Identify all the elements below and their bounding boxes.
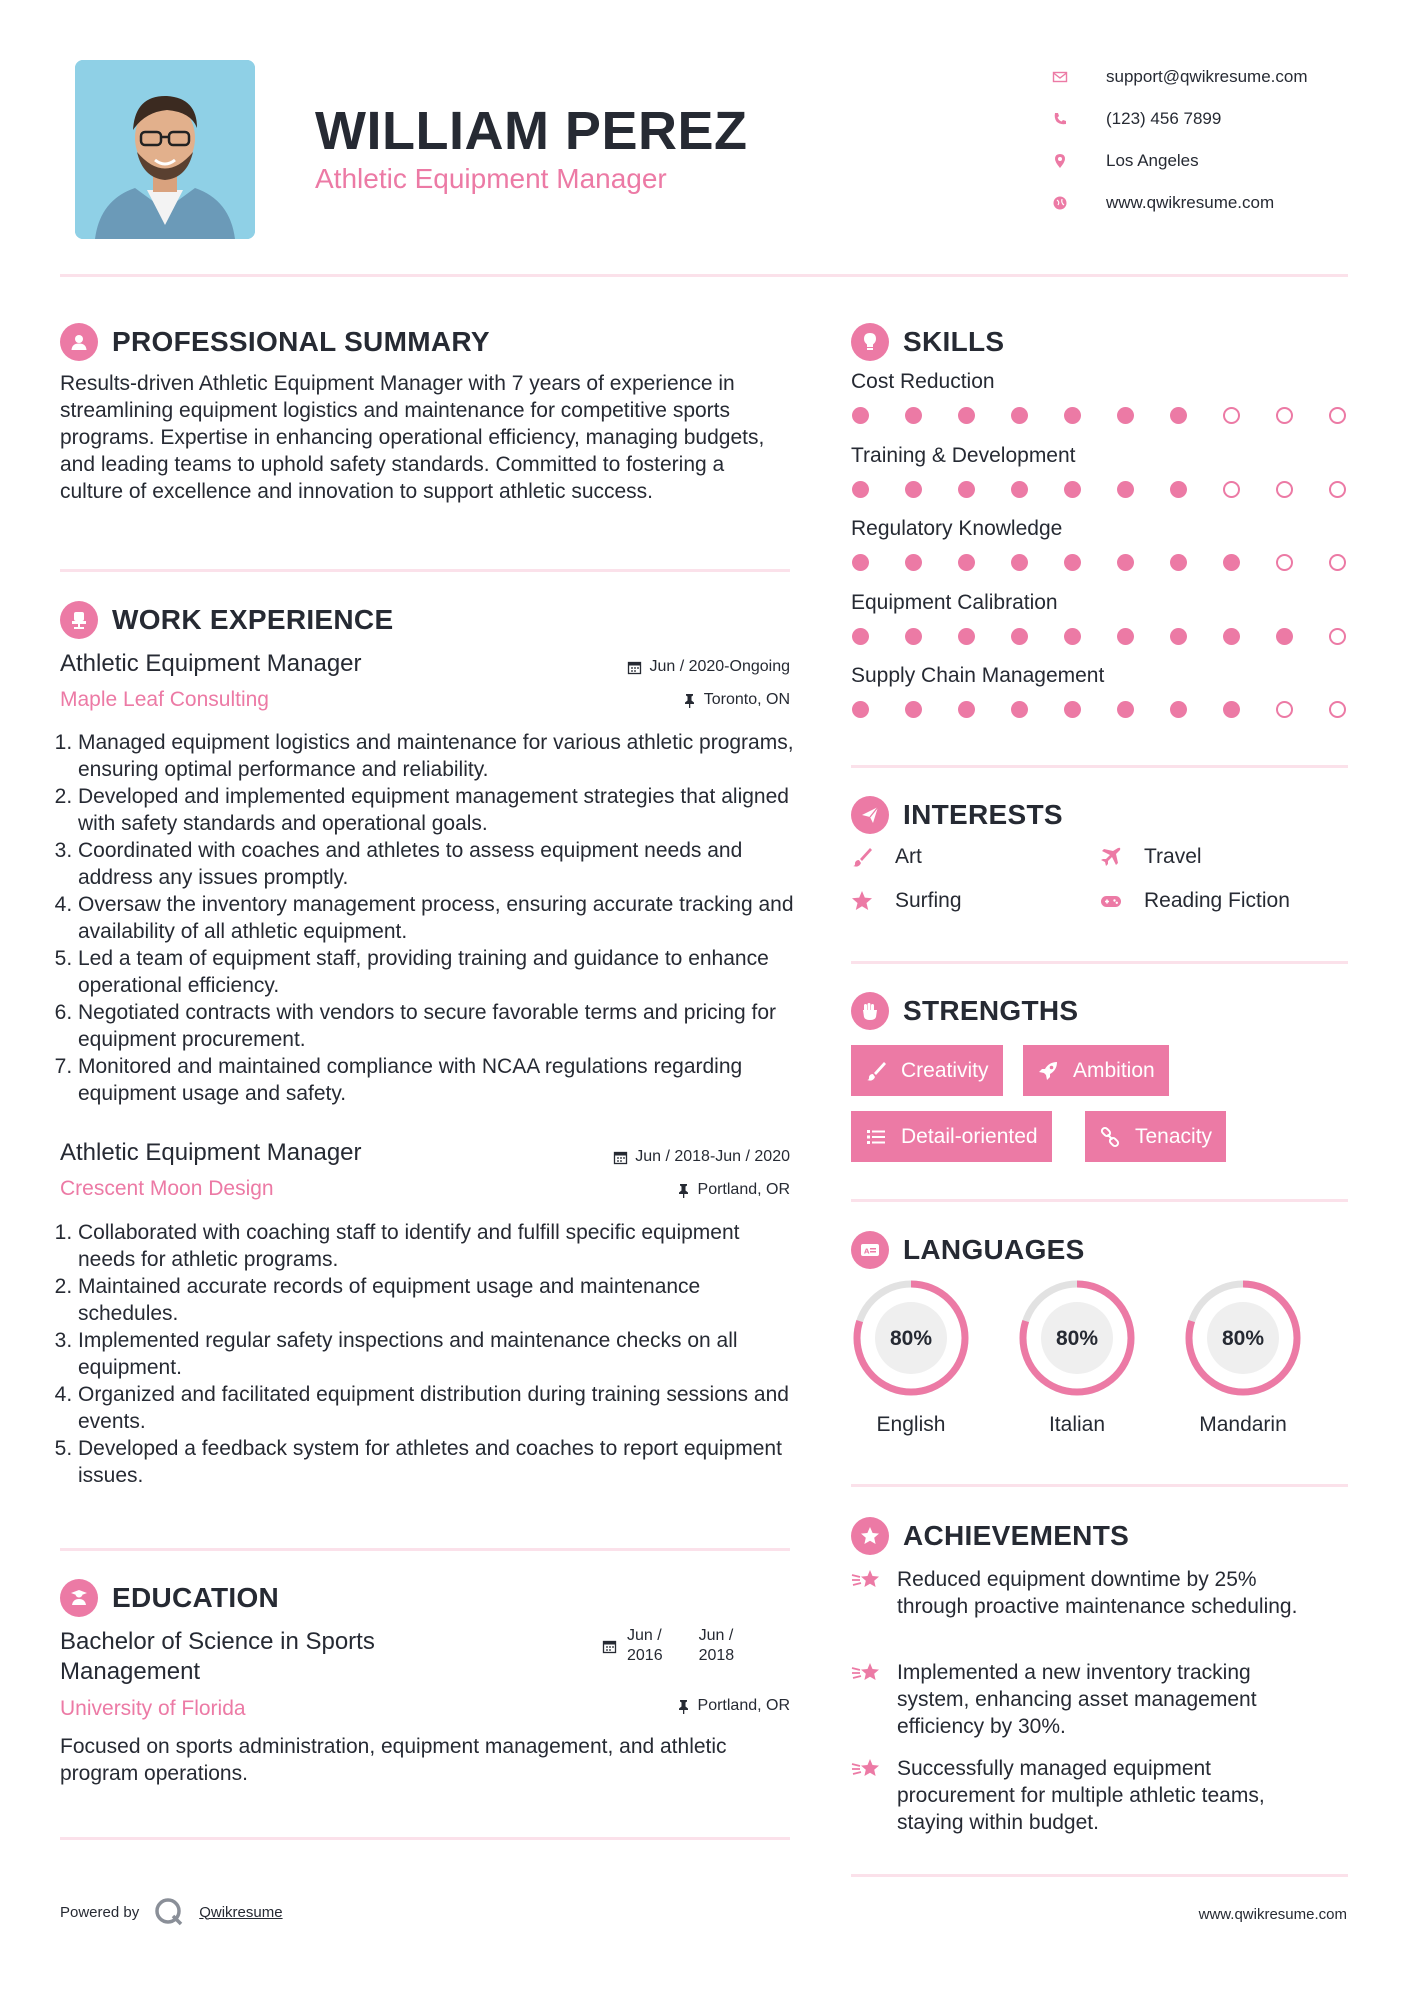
footer-powered-by [60, 1896, 283, 1928]
achievement-1 [851, 1566, 1327, 1620]
skill-dot-filled [958, 481, 975, 498]
skill-dot-filled [1170, 481, 1187, 498]
language-name: Mandarin [1199, 1413, 1287, 1436]
job-1-title: Athletic Equipment Manager [60, 650, 362, 677]
contact-phone-text: (123) 456 7899 [1106, 109, 1222, 128]
skill-dot-filled [905, 554, 922, 571]
skill-dot-filled [958, 407, 975, 424]
lightbulb-icon [851, 323, 889, 361]
achievements-heading [851, 1517, 1129, 1555]
achievement-3-text: Successfully managed equipment procurement for multiple athletic teams, staying within budget. [897, 1757, 1265, 1834]
language-ring [850, 1277, 972, 1399]
job-2-bullets [60, 1219, 794, 1489]
interest-surfing-label: Surfing [895, 889, 962, 912]
achievement-1-text: Reduced equipment downtime by 25% through proactive maintenance scheduling. [897, 1568, 1298, 1618]
skill-dot-empty [1329, 554, 1346, 571]
job-2-dates [500, 1148, 790, 1166]
candidate-name: WILLIAM PEREZ [315, 101, 748, 161]
strength-tenacity-label: Tenacity [1135, 1124, 1213, 1148]
skill-dot-filled [1011, 554, 1028, 571]
education-degree-line2: Management [60, 1658, 201, 1685]
skills-heading [851, 323, 1004, 361]
shooting-star-icon [851, 1566, 883, 1620]
skill-dot-filled [1011, 481, 1028, 498]
skill-dot-empty [1329, 628, 1346, 645]
skill-dot-filled [1117, 407, 1134, 424]
gamepad-icon [1100, 890, 1122, 912]
strengths-heading [851, 992, 1078, 1030]
interest-reading-label: Reading Fiction [1144, 889, 1290, 912]
contact-list [1050, 56, 1370, 224]
interest-travel-label: Travel [1144, 845, 1202, 868]
skill-dot-filled [852, 481, 869, 498]
strength-ambition [1023, 1045, 1169, 1096]
education-heading [60, 1579, 279, 1617]
contact-email-text: support@qwikresume.com [1106, 67, 1308, 86]
skills-heading-text: SKILLS [903, 326, 1005, 357]
skill-dot-filled [1223, 628, 1240, 645]
language-item [1016, 1277, 1138, 1437]
calendar-icon [627, 660, 642, 675]
education-school: University of Florida [60, 1697, 246, 1720]
skill-dot-empty [1276, 701, 1293, 718]
skill-dot-filled [905, 481, 922, 498]
pushpin-icon [676, 1183, 691, 1198]
skill-dot-filled [1117, 701, 1134, 718]
qwikresume-link[interactable]: Qwikresume [199, 1903, 283, 1921]
interests-divider [851, 961, 1348, 964]
skill-dot-filled [1170, 407, 1187, 424]
graduation-icon [60, 1579, 98, 1617]
strengths-divider [851, 1199, 1348, 1202]
strength-tenacity [1085, 1111, 1226, 1162]
skill-dot-empty [1276, 481, 1293, 498]
skill-dot-filled [1223, 554, 1240, 571]
skills-divider [851, 765, 1348, 768]
interest-reading [1100, 889, 1290, 913]
interest-travel [1100, 845, 1202, 869]
skill-dot-empty [1223, 481, 1240, 498]
achievements-heading-text: ACHIEVEMENTS [903, 1520, 1130, 1551]
profile-photo [75, 60, 255, 239]
languages-heading [851, 1231, 1085, 1269]
pushpin-icon [682, 693, 697, 708]
list-item: 2. Developed and implemented equipment management strategies that aligned with safety standards and operational goals. [78, 783, 794, 837]
skill-dot-filled [905, 701, 922, 718]
plane-icon [1100, 846, 1122, 868]
education-start-month: Jun / [627, 1627, 662, 1644]
skill-dot-filled [1064, 481, 1081, 498]
list-item: 6. Negotiated contracts with vendors to secure favorable terms and pricing for equipment procurement. [78, 999, 794, 1053]
list-item: 3. Implemented regular safety inspections and maintenance checks on all equipment. [78, 1327, 794, 1381]
job-1-location-text: Toronto, ON [703, 691, 790, 708]
language-name: English [876, 1413, 946, 1436]
strength-detail-oriented-label: Detail-oriented [901, 1124, 1038, 1148]
skill-dot-filled [905, 628, 922, 645]
skill-dot-filled [1011, 701, 1028, 718]
skill-dot-filled [852, 628, 869, 645]
languages-divider [851, 1484, 1348, 1487]
skill-dot-filled [1117, 628, 1134, 645]
education-description: Focused on sports administration, equipment management, and athletic program operations. [60, 1735, 727, 1785]
skill-dot-filled [1064, 554, 1081, 571]
skill-dot-filled [1117, 554, 1134, 571]
interest-art-label: Art [895, 845, 922, 868]
education-start-year: 2016 [627, 1647, 663, 1664]
skill-dot-filled [958, 628, 975, 645]
skill-dot-filled [1223, 701, 1240, 718]
strength-creativity [851, 1045, 1003, 1096]
user-icon [60, 323, 98, 361]
skill-dot-empty [1223, 407, 1240, 424]
skill-dot-filled [852, 701, 869, 718]
skill-name: Cost Reduction [851, 370, 995, 393]
skill-dot-filled [1170, 628, 1187, 645]
contact-phone[interactable] [1050, 98, 1370, 140]
skill-dot-filled [1117, 481, 1134, 498]
achievement-3 [851, 1755, 1327, 1836]
strength-ambition-label: Ambition [1073, 1058, 1155, 1082]
contact-email[interactable] [1050, 56, 1370, 98]
experience-divider [60, 1548, 790, 1551]
experience-heading-text: WORK EXPERIENCE [112, 604, 394, 635]
job-1-company: Maple Leaf Consulting [60, 688, 269, 711]
list-item: 4. Oversaw the inventory management process, ensuring accurate tracking and availability of all athletic equipment. [78, 891, 794, 945]
education-dates [602, 1626, 734, 1666]
list-item: 4. Organized and facilitated equipment distribution during training sessions and events. [78, 1381, 794, 1435]
shooting-star-icon [851, 1659, 883, 1740]
skill-dot-filled [1276, 628, 1293, 645]
strengths-heading-text: STRENGTHS [903, 995, 1079, 1026]
job-1-dates-text: Jun / 2020-Ongoing [649, 658, 790, 675]
paper-plane-icon [851, 796, 889, 834]
skill-dot-filled [1064, 407, 1081, 424]
skill-dot-filled [1011, 407, 1028, 424]
star-icon [851, 890, 873, 912]
language-percent: 80% [1055, 1327, 1099, 1350]
skill-dot-filled [958, 554, 975, 571]
skill-name: Training & Development [851, 443, 1076, 467]
envelope-icon [1050, 67, 1070, 87]
header-divider [60, 274, 1348, 277]
skill-dot-empty [1329, 407, 1346, 424]
achievement-2-text: Implemented a new inventory tracking system, enhancing asset management efficiency by 30%. [897, 1661, 1257, 1738]
skill-rating [852, 701, 1346, 718]
education-divider [60, 1837, 790, 1840]
contact-location-text: Los Angeles [1106, 151, 1199, 170]
skill-dot-empty [1276, 407, 1293, 424]
language-percent: 80% [889, 1327, 933, 1350]
contact-location [1050, 140, 1370, 182]
list-icon [865, 1126, 887, 1148]
job-1-location [500, 691, 790, 709]
skill-dot-filled [852, 554, 869, 571]
powered-by-text: Powered by [60, 1903, 140, 1921]
skill-dot-filled [1064, 628, 1081, 645]
education-location [500, 1697, 790, 1715]
language-card-icon [851, 1231, 889, 1269]
job-2-dates-text: Jun / 2018-Jun / 2020 [635, 1148, 790, 1165]
footer-website[interactable]: www.qwikresume.com [1198, 1906, 1347, 1923]
language-ring [1016, 1277, 1138, 1399]
language-percent: 80% [1221, 1327, 1265, 1350]
pushpin-icon [676, 1699, 691, 1714]
interest-art [851, 845, 922, 869]
list-item: 1. Collaborated with coaching staff to identify and fulfill specific equipment needs for athletic programs. [78, 1219, 794, 1273]
skill-rating [852, 481, 1346, 498]
skill-name: Equipment Calibration [851, 590, 1058, 614]
experience-heading [60, 601, 393, 639]
language-item [1182, 1277, 1304, 1437]
chair-icon [60, 601, 98, 639]
link-icon [1099, 1126, 1121, 1148]
summary-text: Results-driven Athletic Equipment Manager with 7 years of experience in streamlining equipment logistics and maintenance for competitive sports programs. Expertise in enhancing operational efficiency, managing budgets, and leading teams to uphold safety standards. Committed to fostering a culture of excellence and innovation to support athletic success. [60, 372, 765, 503]
summary-heading-text: PROFESSIONAL SUMMARY [112, 326, 490, 357]
language-ring [1182, 1277, 1304, 1399]
languages-heading-text: LANGUAGES [903, 1234, 1085, 1265]
list-item: 2. Maintained accurate records of equipment usage and maintenance schedules. [78, 1273, 794, 1327]
education-end-month: Jun / [698, 1627, 734, 1644]
skill-dot-filled [1064, 701, 1081, 718]
summary-divider [60, 569, 790, 572]
job-1-dates [500, 658, 790, 676]
phone-icon [1050, 109, 1070, 129]
language-item [850, 1277, 972, 1437]
skill-dot-filled [1011, 628, 1028, 645]
skill-rating [852, 628, 1346, 645]
strength-creativity-label: Creativity [901, 1058, 989, 1082]
star-badge-icon [851, 1517, 889, 1555]
list-item: 1. Managed equipment logistics and maintenance for various athletic programs, ensuring optimal performance and reliability. [78, 729, 794, 783]
candidate-title: Athletic Equipment Manager [315, 163, 667, 194]
skill-dot-filled [1170, 554, 1187, 571]
calendar-icon [613, 1150, 628, 1165]
interests-heading [851, 796, 1063, 834]
achievement-2 [851, 1659, 1327, 1740]
skill-name: Regulatory Knowledge [851, 517, 1063, 540]
education-degree-line1: Bachelor of Science in Sports [60, 1628, 375, 1655]
interests-heading-text: INTERESTS [903, 799, 1063, 830]
skill-dot-empty [1329, 701, 1346, 718]
summary-heading [60, 323, 490, 361]
contact-website-text: www.qwikresume.com [1106, 193, 1275, 212]
rocket-icon [1037, 1060, 1059, 1082]
map-pin-icon [1050, 151, 1070, 171]
interest-surfing [851, 889, 962, 913]
job-2-location [500, 1181, 790, 1199]
skill-name: Supply Chain Management [851, 664, 1105, 687]
job-1-bullets [60, 729, 794, 1107]
person-portrait-icon [75, 60, 255, 239]
job-2-location-text: Portland, OR [697, 1181, 790, 1198]
skill-dot-empty [1276, 554, 1293, 571]
achievements-divider [851, 1874, 1348, 1877]
education-start [627, 1626, 663, 1666]
education-location-text: Portland, OR [697, 1697, 790, 1714]
education-end-year: 2018 [698, 1647, 735, 1664]
strength-detail-oriented [851, 1111, 1052, 1162]
skill-dot-empty [1329, 481, 1346, 498]
language-name: Italian [1048, 1413, 1106, 1436]
skill-rating [852, 554, 1346, 571]
education-end [699, 1626, 735, 1666]
paintbrush-icon [865, 1060, 887, 1082]
job-2-company: Crescent Moon Design [60, 1177, 274, 1200]
list-item: 7. Monitored and maintained compliance with NCAA regulations regarding equipment usage and safety. [78, 1053, 794, 1107]
list-item: 5. Led a team of equipment staff, providing training and guidance to enhance operational efficiency. [78, 945, 794, 999]
education-degree [60, 1627, 375, 1687]
list-item: 3. Coordinated with coaches and athletes to assess equipment needs and address any issues promptly. [78, 837, 794, 891]
qwikresume-logo-icon [153, 1896, 185, 1928]
calendar-icon [602, 1639, 617, 1654]
list-item: 5. Developed a feedback system for athletes and coaches to report equipment issues. [78, 1435, 794, 1489]
skill-rating [852, 407, 1346, 424]
shooting-star-icon [851, 1755, 883, 1836]
fist-icon [851, 992, 889, 1030]
skill-dot-filled [852, 407, 869, 424]
education-heading-text: EDUCATION [112, 1582, 280, 1613]
skill-dot-filled [1170, 701, 1187, 718]
job-2-title: Athletic Equipment Manager [60, 1139, 362, 1166]
globe-icon [1050, 193, 1070, 213]
svg-text:A: A [864, 1247, 870, 1256]
contact-website[interactable] [1050, 182, 1370, 224]
skill-dot-filled [905, 407, 922, 424]
paintbrush-icon [851, 846, 873, 868]
skill-dot-filled [958, 701, 975, 718]
